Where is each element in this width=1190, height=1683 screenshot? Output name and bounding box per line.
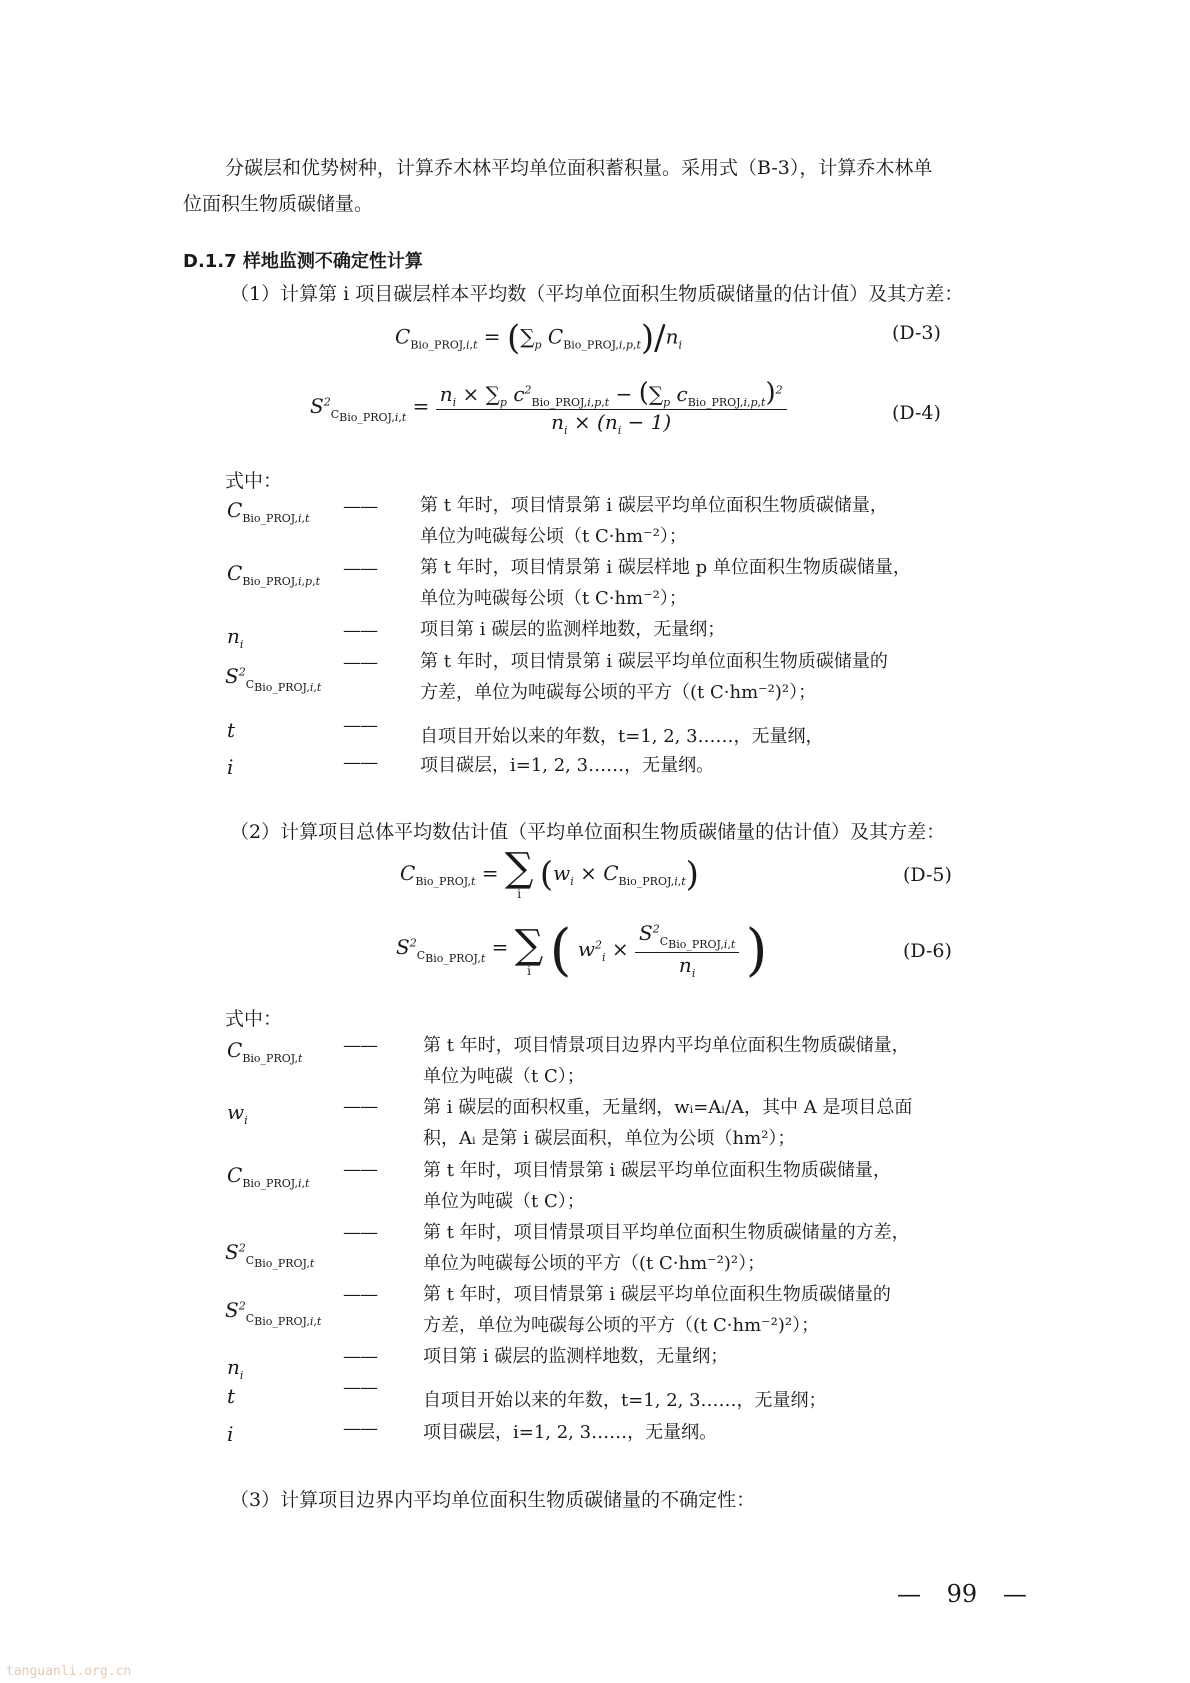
- dash: ——: [343, 1222, 377, 1243]
- definition-2-8: 项目碳层，i=1, 2, 3……，无量纲。: [423, 1422, 718, 1443]
- symbol-n-i-2: $n_i$: [227, 1355, 244, 1382]
- dash: ——: [343, 1346, 377, 1367]
- equation-number-d3: (D-3): [892, 322, 941, 344]
- equation-number-d6: (D-6): [903, 940, 952, 962]
- watermark: tanguanli.org.cn: [6, 1664, 132, 1679]
- definition-2-3: 第 t 年时，项目情景第 i 碳层平均单位面积生物质碳储量， 单位为吨碳（t C）；: [423, 1160, 891, 1212]
- dash: ——: [343, 1096, 377, 1117]
- dash: ——: [343, 496, 377, 517]
- dash: ——: [343, 1418, 377, 1439]
- dash: ——: [343, 752, 377, 773]
- where-label-2: 式中：: [225, 1008, 283, 1030]
- definition-2-1: 第 t 年时，项目情景项目边界内平均单位面积生物质碳储量， 单位为吨碳（t C）；: [423, 1035, 910, 1087]
- page-number: 99: [946, 1580, 978, 1608]
- definition-1-6: 项目碳层，i=1, 2, 3……，无量纲。: [420, 755, 715, 776]
- equation-d4: $S^2_{C_{Bio\_PROJ,i,t}}$ = $\frac{n_i \times \sum_p c^2_{Bio\_PROJ,i,p,t} - (\sum_p c_{Bio\_PROJ,i,p,t})^2}{n_i \times (n_i - 1)}$: [310, 378, 787, 437]
- dash: ——: [343, 1159, 377, 1180]
- definition-1-5: 自项目开始以来的年数，t=1, 2, 3……，无量纲，: [420, 726, 824, 747]
- section-heading: D.1.7 样地监测不确定性计算: [183, 251, 423, 272]
- dash: ——: [343, 1035, 377, 1056]
- symbol-i: i: [227, 755, 234, 779]
- symbol-s2-c-bio-proj-t: $S^2_{C_{Bio\_PROJ,t}}$: [225, 1240, 315, 1271]
- definition-1-3: 项目第 i 碳层的监测样地数，无量纲；: [420, 619, 726, 640]
- dash: ——: [343, 1284, 377, 1305]
- symbol-c-bio-proj-t: $C_{Bio\_PROJ,t}$: [227, 1038, 303, 1065]
- dash: ——: [343, 715, 377, 736]
- symbol-n-i: $n_i$: [227, 624, 244, 651]
- where-label-1: 式中：: [225, 470, 283, 492]
- symbol-s2-c-bio-proj-i-t-2: $S^2_{C_{Bio\_PROJ,i,t}}$: [225, 1298, 322, 1329]
- footer-dash-left: —: [897, 1580, 921, 1608]
- intro-line-1: 分碳层和优势树种，计算乔木林平均单位面积蓄积量。采用式（B-3），计算乔木林单: [225, 157, 933, 179]
- step-1-text: （1）计算第 i 项目碳层样本平均数（平均单位面积生物质碳储量的估计值）及其方差：: [230, 283, 964, 305]
- definition-2-5: 第 t 年时，项目情景第 i 碳层平均单位面积生物质碳储量的 方差，单位为吨碳每公顷的平方（(t C·hm⁻²)²）；: [423, 1284, 891, 1336]
- dash: ——: [343, 652, 377, 673]
- dash: ——: [343, 1377, 377, 1398]
- definition-2-7: 自项目开始以来的年数，t=1, 2, 3……，无量纲；: [423, 1390, 827, 1411]
- definition-2-6: 项目第 i 碳层的监测样地数，无量纲；: [423, 1346, 729, 1367]
- dash: ——: [343, 620, 377, 641]
- equation-d5: $C_{Bio\_PROJ,t}$ = ∑ i $(w_i \times C_{Bio\_PROJ,i,t})$: [400, 845, 699, 901]
- step-3-text: （3）计算项目边界内平均单位面积生物质碳储量的不确定性：: [230, 1489, 756, 1511]
- equation-d6: $S^2_{C_{Bio\_PROJ,t}}$ = ∑ i ( $w^2_i$ × $\frac{S^2_{C_{Bio\_PROJ,i,t}}}{n_i}$ ): [396, 918, 768, 983]
- equation-number-d5: (D-5): [903, 864, 952, 886]
- equation-number-d4: (D-4): [892, 402, 941, 424]
- symbol-c-bio-proj-i-p-t: $C_{Bio\_PROJ,i,p,t}$: [227, 561, 320, 588]
- definition-1-2: 第 t 年时，项目情景第 i 碳层样地 p 单位面积生物质碳储量， 单位为吨碳每公顷（t C·hm⁻²）；: [420, 557, 911, 609]
- symbol-t: t: [227, 718, 236, 742]
- page-footer: [897, 1580, 1027, 1608]
- symbol-s2-c-bio-proj-i-t: $S^2_{C_{Bio\_PROJ,i,t}}$: [225, 664, 322, 695]
- symbol-i-2: i: [227, 1422, 234, 1446]
- intro-paragraph: [183, 150, 1018, 222]
- intro-line-2: 位面积生物质碳储量。: [183, 193, 374, 215]
- symbol-c-bio-proj-i-t-2: $C_{Bio\_PROJ,i,t}$: [227, 1163, 310, 1190]
- symbol-t-2: t: [227, 1384, 236, 1408]
- definition-1-4: 第 t 年时，项目情景第 i 碳层平均单位面积生物质碳储量的 方差，单位为吨碳每公顷的平方（(t C·hm⁻²)²）；: [420, 651, 888, 703]
- dash: ——: [343, 558, 377, 579]
- symbol-w-i: $w_i$: [227, 1100, 248, 1127]
- definition-2-2: 第 i 碳层的面积权重，无量纲，wᵢ=Aᵢ/A，其中 A 是项目总面 积，Aᵢ 是第 i 碳层面积，单位为公顷（hm²）；: [423, 1097, 913, 1149]
- footer-dash-right: —: [1002, 1580, 1027, 1608]
- definition-2-4: 第 t 年时，项目情景项目平均单位面积生物质碳储量的方差， 单位为吨碳每公顷的平方（(t C·hm⁻²)²）；: [423, 1222, 910, 1274]
- symbol-c-bio-proj-i-t: $C_{Bio\_PROJ,i,t}$: [227, 498, 310, 525]
- step-2-text: （2）计算项目总体平均数估计值（平均单位面积生物质碳储量的估计值）及其方差：: [230, 821, 946, 843]
- equation-d3: $C_{Bio\_PROJ,i,t} = (\sum_p$ $C_{Bio\_PROJ,i,p,t})/n_i$: [395, 318, 683, 358]
- definition-1-1: 第 t 年时，项目情景第 i 碳层平均单位面积生物质碳储量， 单位为吨碳每公顷（t C·hm⁻²）；: [420, 495, 888, 547]
